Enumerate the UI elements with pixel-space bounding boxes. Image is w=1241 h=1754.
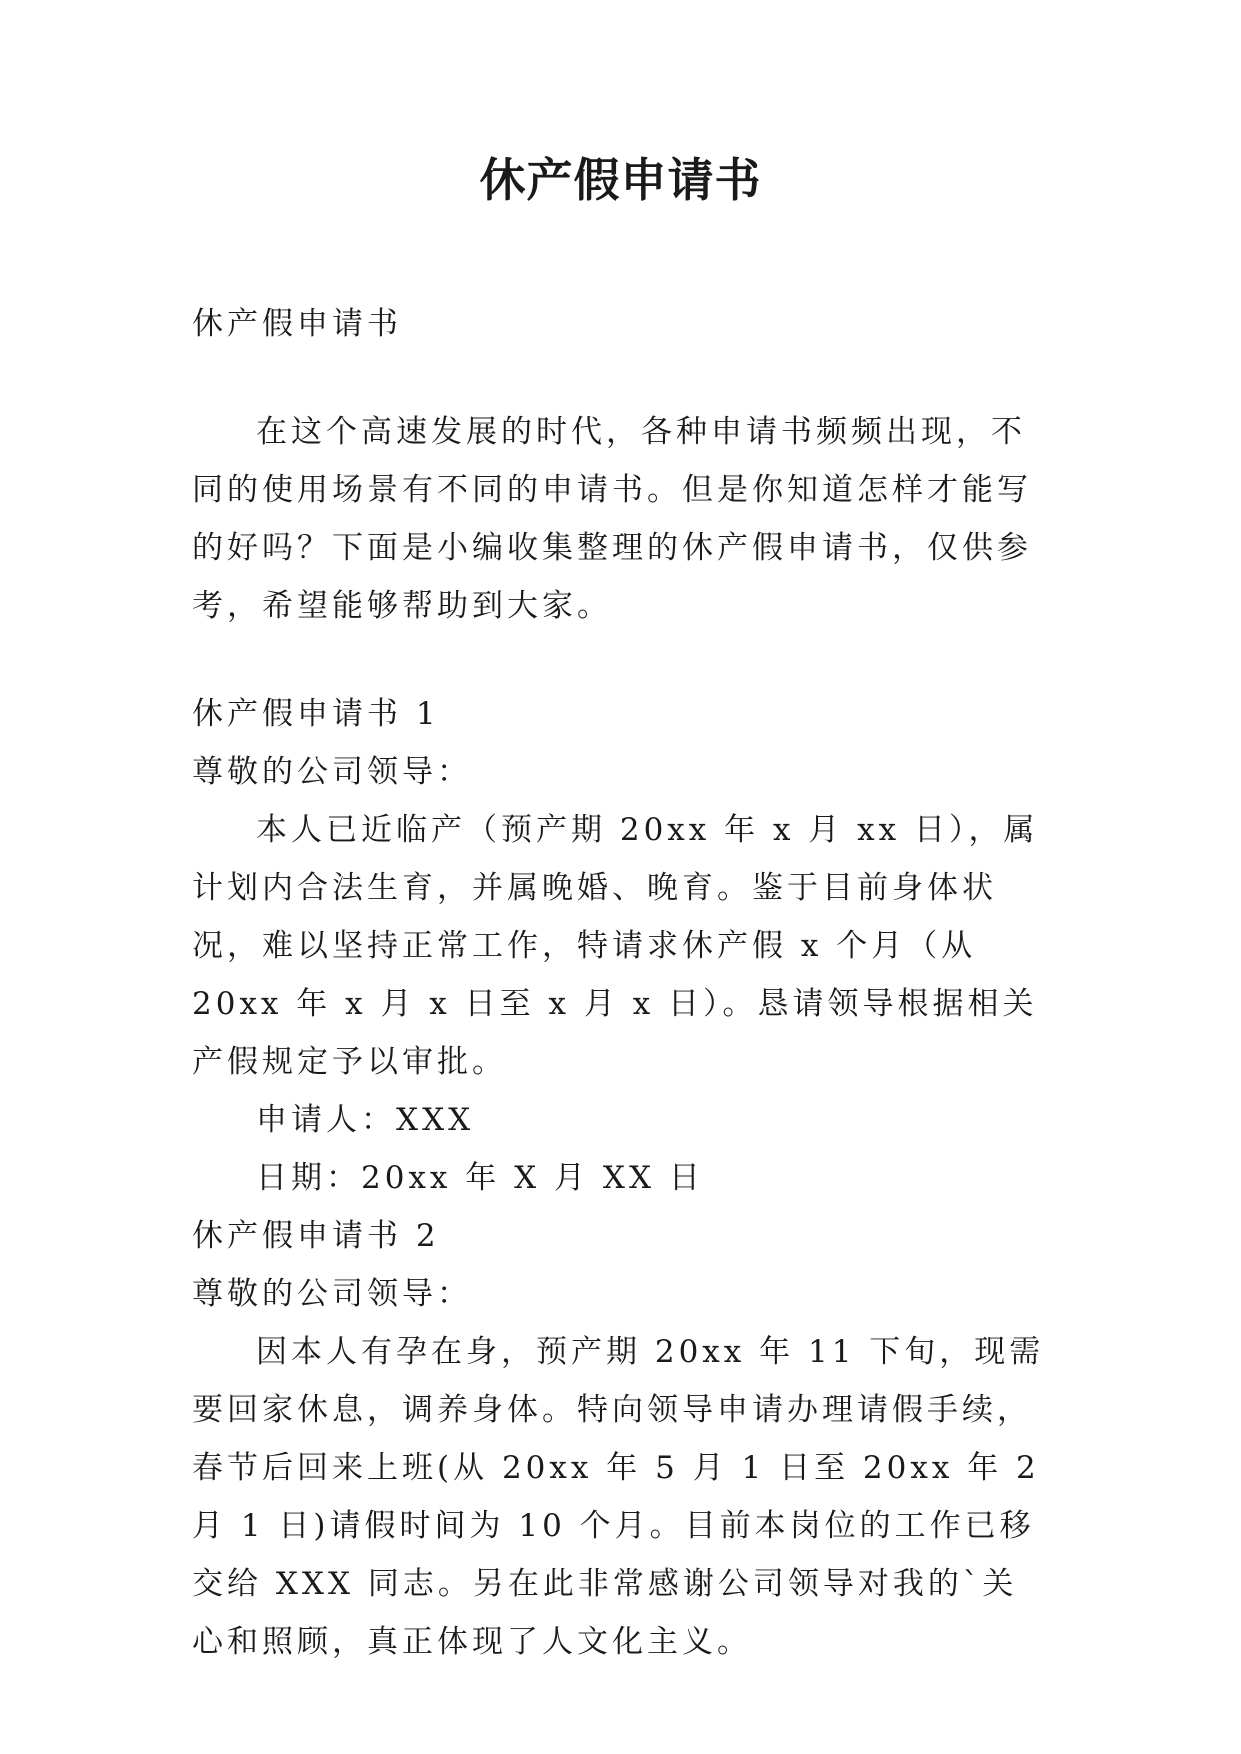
section-2-salutation: 尊敬的公司领导： xyxy=(192,1276,472,1312)
document-heading: 休产假申请书 xyxy=(192,306,402,342)
section-1-applicant: 申请人：XXX xyxy=(256,1102,475,1138)
section-2-heading: 休产假申请书 2 xyxy=(192,1218,440,1254)
document-body xyxy=(192,295,1052,1671)
section-2-body: 因本人有孕在身，预产期 20xx 年 11 下旬，现需要回家休息，调养身体。特向领导申请办理请假手续，春节后回来上班(从 20xx 年 5 月 1 日至 20xx 年 2 月 1 日)请假时间为 10 个月。目前本岗位的工作已移交给 XXX 同志。另在此非常感谢公司领导对我的`关心和照顾，真正体现了人文化主义。 xyxy=(192,1334,1045,1660)
intro-paragraph: 在这个高速发展的时代，各种申请书频频出现，不同的使用场景有不同的申请书。但是你知道怎样才能写的好吗？下面是小编收集整理的休产假申请书，仅供参考，希望能够帮助到大家。 xyxy=(192,414,1032,624)
section-1-date: 日期：20xx 年 X 月 XX 日 xyxy=(256,1160,704,1196)
section-1-salutation: 尊敬的公司领导： xyxy=(192,754,472,790)
section-1-heading: 休产假申请书 1 xyxy=(192,696,440,732)
section-1-body: 本人已近临产（预产期 20xx 年 x 月 xx 日），属计划内合法生育，并属晚婚、晚育。鉴于目前身体状况，难以坚持正常工作，特请求休产假 x 个月（从 20xx 年 x 月 x 日至 x 月 x 日）。恳请领导根据相关产假规定予以审批。 xyxy=(192,812,1039,1080)
document-title: 休产假申请书 xyxy=(479,153,762,207)
